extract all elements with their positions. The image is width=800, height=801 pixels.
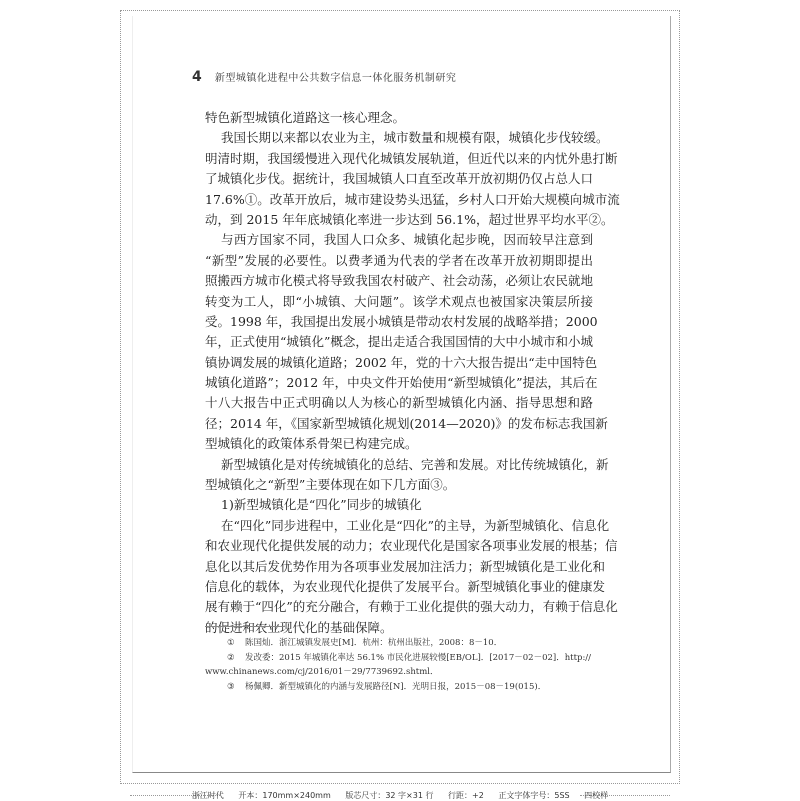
text-line: 新型城镇化是对传统城镇化的总结、完善和发展。对比传统城镇化，新 bbox=[221, 456, 609, 472]
text-line: 明清时期，我国缓慢进入现代化城镇发展轨道，但近代以来的内忧外患打断 bbox=[205, 150, 618, 166]
footnote-text: 杨佩卿．新型城镇化的内涵与发展路径[N]．光明日报，2015－08－19(015)． bbox=[245, 681, 547, 692]
footnote bbox=[205, 636, 593, 651]
format: 开本：170mm×240mm bbox=[238, 791, 331, 800]
footnote-mark: ① bbox=[227, 638, 235, 648]
text-line: 照搬西方城市化模式将导致我国农村破产、社会动荡，必须让农民就地 bbox=[205, 273, 593, 289]
print-info-bar bbox=[130, 790, 670, 800]
footnote-text: 陈国灿．浙江城镇发展史[M]．杭州：杭州出版社，2008：8－10． bbox=[245, 638, 503, 648]
text-line: 转变为工人，即“小城镇、大问题”。该学术观点也被国家决策层所接 bbox=[205, 293, 593, 309]
text-line: 信息化的载体，为农业现代化提供了发展平台。新型城镇化事业的健康发 bbox=[205, 578, 606, 594]
text-line: 和农业现代化提供发展的动力；农业现代化是国家各项事业发展的根基；信 bbox=[205, 538, 618, 554]
text-line: 1)新型城镇化是“四化”同步的城镇化 bbox=[221, 497, 422, 513]
text-line: 展有赖于“四化”的充分融合，有赖于工业化提供的强大动力，有赖于信息化 bbox=[205, 599, 618, 615]
text-line: 息化以其后发优势作用为各项事业发展加注活力；新型城镇化是工业化和 bbox=[205, 558, 606, 574]
text-line: 的促进和农业现代化的基础保障。 bbox=[205, 619, 393, 635]
footnote bbox=[205, 680, 593, 695]
footnote-text: 发改委：2015 年城镇化率达 56.1% 市民化进展较慢[EB/OL]．[2017－02－02]．http:// bbox=[245, 652, 592, 663]
publisher: 浙江时代 bbox=[191, 791, 224, 800]
text-line: 城镇化道路”；2012 年，中央文件开始使用“新型城镇化”提法，其后在 bbox=[205, 375, 598, 391]
footnote-rule bbox=[205, 626, 285, 627]
running-header bbox=[192, 66, 456, 85]
paragraph bbox=[205, 128, 620, 230]
page-number: 4 bbox=[192, 69, 202, 85]
paragraph bbox=[205, 495, 593, 515]
text-line: 我国长期以来都以农业为主，城市数量和规模有限，城镇化步伐较缓。 bbox=[221, 130, 609, 146]
text-line: 型城镇化之“新型”主要体现在如下几方面③。 bbox=[205, 477, 456, 493]
proof-stage: 四校样 bbox=[584, 791, 609, 800]
paragraph bbox=[205, 230, 608, 454]
text-line: 十八大报告中正式明确以人为核心的新型城镇化内涵、指导思想和路 bbox=[205, 395, 593, 411]
text-line: 年，正式使用“城镇化”概念，提出走适合我国国情的大中小城市和小城 bbox=[205, 334, 593, 350]
text-line: 型城镇化的政策体系骨架已构建完成。 bbox=[205, 436, 418, 452]
text-line: 动，到 2015 年年底城镇化率进一步达到 56.1%，超过世界平均水平②。 bbox=[205, 211, 614, 227]
paragraph bbox=[205, 516, 618, 638]
paragraph bbox=[205, 455, 609, 496]
text-line: 特色新型城镇化道路这一核心理念。 bbox=[205, 110, 406, 125]
paragraph bbox=[205, 108, 593, 128]
spacing: 行距：+2 bbox=[448, 791, 484, 800]
text-line: 在“四化”同步进程中，工业化是“四化”的主导，为新型城镇化、信息化 bbox=[221, 517, 610, 533]
text-line: “新型”发展的必要性。以费孝通为代表的学者在改革开放初期即提出 bbox=[205, 252, 593, 268]
font-spec: 正文字体字号：5SS bbox=[498, 791, 570, 800]
text-line: 与西方国家不同，我国人口众多、城镇化起步晚，因而较早注意到 bbox=[221, 232, 593, 248]
footnotes bbox=[205, 636, 593, 694]
text-line: 了城镇化步伐。据统计，我国城镇人口直至改革开放初期仍仅占总人口 bbox=[205, 171, 593, 187]
text-line: 受。1998 年，我国提出发展小城镇是带动农村发展的战略举措；2000 bbox=[205, 313, 598, 329]
text-line: 径；2014 年，《国家新型城镇化规划(2014—2020)》的发布标志我国新 bbox=[205, 415, 608, 431]
body-text bbox=[205, 108, 620, 638]
text-line: 镇协调发展的城镇化道路；2002 年，党的十六大报告提出“走中国特色 bbox=[205, 354, 598, 370]
footnote-mark: ③ bbox=[227, 681, 235, 692]
footnote bbox=[205, 651, 593, 666]
book-title: 新型城镇化进程中公共数字信息一体化服务机制研究 bbox=[214, 73, 457, 84]
layout: 版芯尺寸：32 字×31 行 bbox=[345, 791, 434, 800]
footnote-continuation: www.chinanews.com/cj/2016/01－29/7739692.shtml． bbox=[205, 667, 439, 677]
text-line: 17.6%①。改革开放后，城市建设势头迅猛，乡村人口开始大规模向城市流 bbox=[205, 191, 620, 207]
footnote-mark: ② bbox=[227, 652, 235, 663]
